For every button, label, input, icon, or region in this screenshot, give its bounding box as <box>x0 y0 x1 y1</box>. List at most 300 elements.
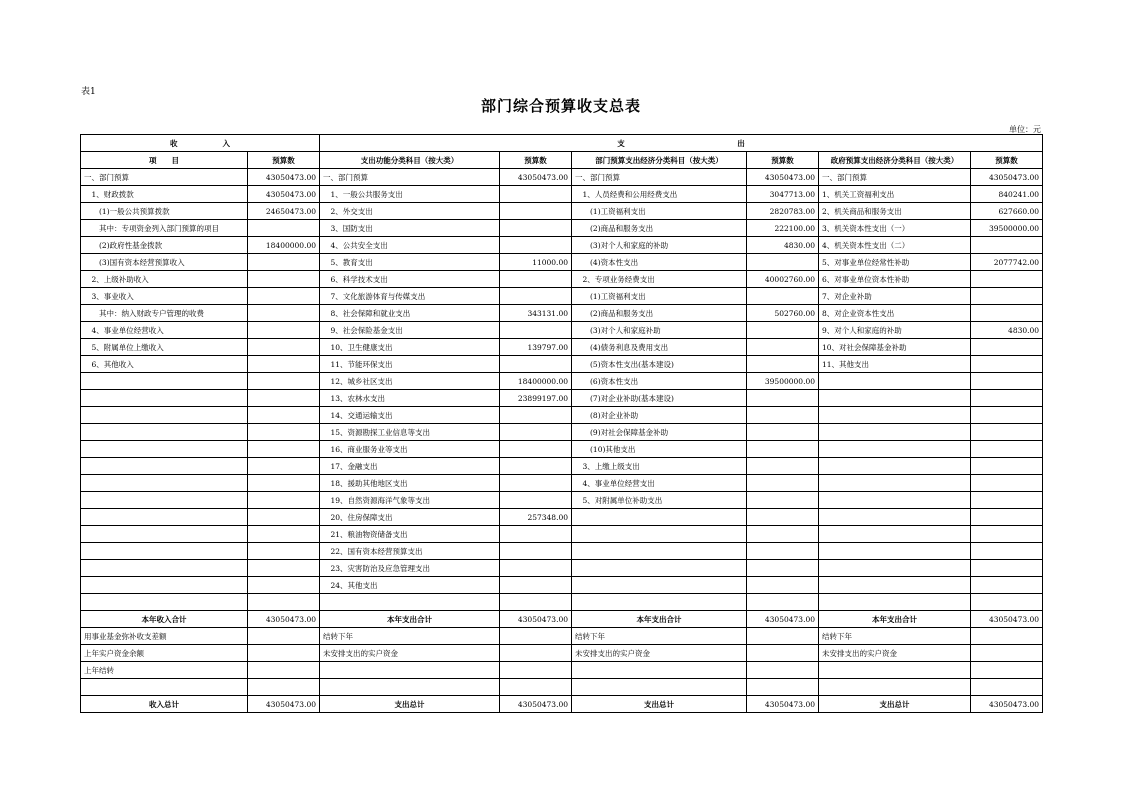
amount-cell: 23899197.00 <box>500 390 572 407</box>
amount-cell: 43050473.00 <box>248 696 320 713</box>
item-cell: 2、外交支出 <box>320 203 500 220</box>
amount-cell <box>971 271 1043 288</box>
expense-section-header: 支 出 <box>320 135 1043 152</box>
item-cell <box>572 577 747 594</box>
item-cell: 5、教育支出 <box>320 254 500 271</box>
item-cell: 4、机关资本性支出（二） <box>819 237 971 254</box>
item-cell: (10)其他支出 <box>572 441 747 458</box>
amount-cell <box>971 475 1043 492</box>
table-row <box>81 594 1043 611</box>
amount-cell <box>248 407 320 424</box>
item-cell <box>81 441 248 458</box>
amount-cell <box>747 594 819 611</box>
item-cell <box>81 458 248 475</box>
amount-cell <box>500 322 572 339</box>
amount-cell <box>500 475 572 492</box>
item-cell: 2、上级补助收入 <box>81 271 248 288</box>
amount-cell <box>248 628 320 645</box>
amount-cell <box>500 407 572 424</box>
table-row <box>81 679 1043 696</box>
item-cell: (3)对个人和家庭补助 <box>572 322 747 339</box>
col-header-amount: 预算数 <box>500 152 572 169</box>
amount-cell: 39500000.00 <box>747 373 819 390</box>
amount-cell <box>747 339 819 356</box>
amount-cell <box>747 288 819 305</box>
item-cell: 13、农林水支出 <box>320 390 500 407</box>
table-row <box>81 458 1043 475</box>
amount-cell <box>747 492 819 509</box>
amount-cell <box>971 492 1043 509</box>
amount-cell: 139797.00 <box>500 339 572 356</box>
amount-cell <box>500 203 572 220</box>
table-row <box>81 509 1043 526</box>
col-header-amount: 预算数 <box>971 152 1043 169</box>
item-cell: 8、对企业资本性支出 <box>819 305 971 322</box>
item-cell <box>819 526 971 543</box>
amount-cell <box>248 339 320 356</box>
item-cell: 2、专项业务经费支出 <box>572 271 747 288</box>
table-row <box>81 441 1043 458</box>
item-cell <box>320 594 500 611</box>
total-row <box>81 696 1043 713</box>
amount-cell: 18400000.00 <box>248 237 320 254</box>
amount-cell <box>747 509 819 526</box>
amount-cell <box>971 560 1043 577</box>
amount-cell <box>971 356 1043 373</box>
item-cell: (4)债务利息及费用支出 <box>572 339 747 356</box>
item-cell: 22、国有资本经营预算支出 <box>320 543 500 560</box>
amount-cell <box>248 645 320 662</box>
amount-cell <box>248 509 320 526</box>
amount-cell <box>500 237 572 254</box>
amount-cell <box>500 441 572 458</box>
item-cell <box>819 441 971 458</box>
item-cell: (4)资本性支出 <box>572 254 747 271</box>
amount-cell <box>248 220 320 237</box>
table-row <box>81 356 1043 373</box>
item-cell: 未安排支出的实户资金 <box>320 645 500 662</box>
item-cell: 17、金融支出 <box>320 458 500 475</box>
amount-cell <box>500 492 572 509</box>
amount-cell <box>747 390 819 407</box>
item-cell: 1、财政拨款 <box>81 186 248 203</box>
amount-cell: 4830.00 <box>971 322 1043 339</box>
amount-cell <box>971 645 1043 662</box>
item-cell: 24、其他支出 <box>320 577 500 594</box>
amount-cell <box>747 356 819 373</box>
item-cell: 20、住房保障支出 <box>320 509 500 526</box>
amount-cell <box>248 594 320 611</box>
amount-cell <box>971 594 1043 611</box>
item-cell: 1、机关工资福利支出 <box>819 186 971 203</box>
amount-cell: 43050473.00 <box>971 169 1043 186</box>
item-cell <box>819 390 971 407</box>
table-row <box>81 373 1043 390</box>
item-cell <box>572 543 747 560</box>
amount-cell: 40002760.00 <box>747 271 819 288</box>
item-cell: 支出总计 <box>320 696 500 713</box>
table-row <box>81 662 1043 679</box>
amount-cell <box>500 662 572 679</box>
amount-cell: 43050473.00 <box>971 611 1043 628</box>
item-cell: 6、其他收入 <box>81 356 248 373</box>
item-cell: (3)国有资本经营预算收入 <box>81 254 248 271</box>
table-row <box>81 560 1043 577</box>
table-row <box>81 577 1043 594</box>
amount-cell <box>248 356 320 373</box>
table-row <box>81 271 1043 288</box>
amount-cell <box>248 458 320 475</box>
amount-cell <box>500 288 572 305</box>
item-cell: 结转下年 <box>819 628 971 645</box>
item-cell: (2)政府性基金拨款 <box>81 237 248 254</box>
amount-cell: 3047713.00 <box>747 186 819 203</box>
item-cell: 结转下年 <box>320 628 500 645</box>
item-cell <box>572 594 747 611</box>
item-cell: 结转下年 <box>572 628 747 645</box>
amount-cell <box>248 543 320 560</box>
item-cell: 其中：专项资金列入部门预算的项目 <box>81 220 248 237</box>
amount-cell <box>248 424 320 441</box>
amount-cell <box>747 543 819 560</box>
item-cell <box>81 543 248 560</box>
amount-cell <box>971 424 1043 441</box>
amount-cell <box>248 492 320 509</box>
item-cell: (2)商品和服务支出 <box>572 220 747 237</box>
amount-cell: 502760.00 <box>747 305 819 322</box>
amount-cell <box>747 645 819 662</box>
item-cell: 4、事业单位经营收入 <box>81 322 248 339</box>
item-cell <box>819 594 971 611</box>
col-header-dept-economic: 部门预算支出经济分类科目（按大类） <box>572 152 747 169</box>
item-cell: 9、社会保险基金支出 <box>320 322 500 339</box>
amount-cell <box>500 271 572 288</box>
amount-cell <box>971 526 1043 543</box>
page-title: 部门综合预算收支总表 <box>480 97 641 115</box>
amount-cell: 627660.00 <box>971 203 1043 220</box>
item-cell: (7)对企业补助(基本建设) <box>572 390 747 407</box>
unit-label: 单位：元 <box>1009 125 1041 134</box>
item-cell: 3、上缴上级支出 <box>572 458 747 475</box>
col-header-functional: 支出功能分类科目（按大类） <box>320 152 500 169</box>
item-cell: 10、卫生健康支出 <box>320 339 500 356</box>
item-cell: 一、部门预算 <box>320 169 500 186</box>
item-cell: 本年支出合计 <box>320 611 500 628</box>
amount-cell: 43050473.00 <box>248 611 320 628</box>
amount-cell <box>248 373 320 390</box>
item-cell: 4、公共安全支出 <box>320 237 500 254</box>
item-cell: 6、对事业单位资本性补助 <box>819 271 971 288</box>
item-cell: 10、对社会保障基金补助 <box>819 339 971 356</box>
amount-cell: 2077742.00 <box>971 254 1043 271</box>
amount-cell <box>500 526 572 543</box>
amount-cell <box>500 560 572 577</box>
item-cell: (9)对社会保障基金补助 <box>572 424 747 441</box>
table-row <box>81 254 1043 271</box>
item-cell <box>819 662 971 679</box>
amount-cell: 43050473.00 <box>500 611 572 628</box>
amount-cell <box>747 577 819 594</box>
amount-cell <box>971 407 1043 424</box>
item-cell: 1、一般公共服务支出 <box>320 186 500 203</box>
amount-cell <box>971 441 1043 458</box>
table-row <box>81 322 1043 339</box>
item-cell <box>81 509 248 526</box>
amount-cell <box>971 305 1043 322</box>
amount-cell <box>747 628 819 645</box>
amount-cell: 18400000.00 <box>500 373 572 390</box>
table-row <box>81 475 1043 492</box>
income-section-header: 收 入 <box>81 135 320 152</box>
amount-cell: 222100.00 <box>747 220 819 237</box>
amount-cell <box>248 662 320 679</box>
item-cell: 12、城乡社区支出 <box>320 373 500 390</box>
item-cell: 5、对附属单位补助支出 <box>572 492 747 509</box>
amount-cell: 43050473.00 <box>500 696 572 713</box>
col-header-amount: 预算数 <box>248 152 320 169</box>
amount-cell <box>747 526 819 543</box>
page-label: 表1 <box>81 87 96 97</box>
amount-cell: 257348.00 <box>500 509 572 526</box>
item-cell: 4、事业单位经营支出 <box>572 475 747 492</box>
amount-cell: 343131.00 <box>500 305 572 322</box>
item-cell <box>320 662 500 679</box>
amount-cell <box>500 543 572 560</box>
amount-cell <box>971 373 1043 390</box>
item-cell <box>572 662 747 679</box>
item-cell: 5、附属单位上缴收入 <box>81 339 248 356</box>
amount-cell <box>971 543 1043 560</box>
amount-cell: 43050473.00 <box>971 696 1043 713</box>
amount-cell <box>971 662 1043 679</box>
section-header-row <box>81 135 1043 152</box>
item-cell <box>81 407 248 424</box>
item-cell <box>320 679 500 696</box>
item-cell <box>819 543 971 560</box>
item-cell: 8、社会保障和就业支出 <box>320 305 500 322</box>
col-header-amount: 预算数 <box>747 152 819 169</box>
item-cell <box>81 475 248 492</box>
amount-cell: 840241.00 <box>971 186 1043 203</box>
amount-cell <box>747 254 819 271</box>
column-header-row <box>81 152 1043 169</box>
item-cell <box>81 577 248 594</box>
item-cell <box>819 492 971 509</box>
item-cell: (8)对企业补助 <box>572 407 747 424</box>
item-cell: 9、对个人和家庭的补助 <box>819 322 971 339</box>
table-row <box>81 186 1043 203</box>
item-cell: 11、节能环保支出 <box>320 356 500 373</box>
item-cell <box>819 407 971 424</box>
amount-cell <box>500 679 572 696</box>
amount-cell <box>747 441 819 458</box>
amount-cell <box>747 679 819 696</box>
item-cell <box>572 560 747 577</box>
amount-cell <box>248 322 320 339</box>
item-cell <box>819 577 971 594</box>
table-row <box>81 543 1043 560</box>
amount-cell <box>971 339 1043 356</box>
col-header-item: 项 目 <box>81 152 248 169</box>
table-row <box>81 645 1043 662</box>
amount-cell: 4830.00 <box>747 237 819 254</box>
amount-cell <box>971 679 1043 696</box>
amount-cell <box>747 424 819 441</box>
table-row <box>81 288 1043 305</box>
amount-cell <box>971 577 1043 594</box>
amount-cell <box>248 288 320 305</box>
amount-cell <box>248 305 320 322</box>
item-cell: 21、粮油物资储备支出 <box>320 526 500 543</box>
amount-cell <box>248 475 320 492</box>
amount-cell <box>500 594 572 611</box>
item-cell: (1)工资福利支出 <box>572 288 747 305</box>
item-cell: 支出总计 <box>819 696 971 713</box>
amount-cell: 39500000.00 <box>971 220 1043 237</box>
item-cell: (5)资本性支出(基本建设) <box>572 356 747 373</box>
item-cell <box>819 679 971 696</box>
amount-cell <box>500 577 572 594</box>
table-row <box>81 339 1043 356</box>
item-cell: 1、人员经费和公用经费支出 <box>572 186 747 203</box>
subtotal-row <box>81 611 1043 628</box>
item-cell <box>819 458 971 475</box>
table-row <box>81 407 1043 424</box>
amount-cell <box>500 645 572 662</box>
item-cell <box>819 560 971 577</box>
item-cell: 用事业基金弥补收支差额 <box>81 628 248 645</box>
amount-cell <box>971 237 1043 254</box>
item-cell: 收入总计 <box>81 696 248 713</box>
table-row <box>81 305 1043 322</box>
amount-cell <box>971 458 1043 475</box>
amount-cell <box>248 679 320 696</box>
amount-cell <box>747 458 819 475</box>
item-cell: 23、灾害防治及应急管理支出 <box>320 560 500 577</box>
item-cell <box>572 679 747 696</box>
item-cell <box>819 509 971 526</box>
item-cell: 18、援助其他地区支出 <box>320 475 500 492</box>
item-cell: 上年实户资金余额 <box>81 645 248 662</box>
item-cell: 14、交通运输支出 <box>320 407 500 424</box>
amount-cell: 43050473.00 <box>747 611 819 628</box>
item-cell: 19、自然资源海洋气象等支出 <box>320 492 500 509</box>
amount-cell: 43050473.00 <box>747 696 819 713</box>
amount-cell <box>747 322 819 339</box>
col-header-gov-economic: 政府预算支出经济分类科目（按大类） <box>819 152 971 169</box>
amount-cell: 2820783.00 <box>747 203 819 220</box>
table-row <box>81 628 1043 645</box>
item-cell: 3、国防支出 <box>320 220 500 237</box>
amount-cell: 24650473.00 <box>248 203 320 220</box>
item-cell: (3)对个人和家庭的补助 <box>572 237 747 254</box>
item-cell: 本年支出合计 <box>819 611 971 628</box>
table-row <box>81 424 1043 441</box>
item-cell: 15、资源勘探工业信息等支出 <box>320 424 500 441</box>
item-cell <box>81 373 248 390</box>
item-cell <box>81 492 248 509</box>
amount-cell: 43050473.00 <box>248 186 320 203</box>
amount-cell <box>248 526 320 543</box>
amount-cell <box>971 390 1043 407</box>
item-cell: 一、部门预算 <box>819 169 971 186</box>
item-cell: 本年支出合计 <box>572 611 747 628</box>
item-cell: 一、部门预算 <box>572 169 747 186</box>
amount-cell <box>971 509 1043 526</box>
amount-cell <box>248 577 320 594</box>
amount-cell: 43050473.00 <box>500 169 572 186</box>
table-row <box>81 203 1043 220</box>
item-cell <box>81 424 248 441</box>
item-cell <box>81 594 248 611</box>
table-row <box>81 390 1043 407</box>
item-cell: (2)商品和服务支出 <box>572 305 747 322</box>
amount-cell <box>971 628 1043 645</box>
item-cell: (1)一般公共预算拨款 <box>81 203 248 220</box>
item-cell <box>81 526 248 543</box>
item-cell <box>572 526 747 543</box>
amount-cell: 11000.00 <box>500 254 572 271</box>
item-cell: 16、商业服务业等支出 <box>320 441 500 458</box>
item-cell: 11、其他支出 <box>819 356 971 373</box>
amount-cell <box>248 441 320 458</box>
amount-cell <box>971 288 1043 305</box>
table-row <box>81 220 1043 237</box>
table-row <box>81 237 1043 254</box>
item-cell <box>572 509 747 526</box>
amount-cell <box>248 271 320 288</box>
amount-cell <box>500 424 572 441</box>
item-cell: 3、机关资本性支出（一） <box>819 220 971 237</box>
amount-cell <box>500 186 572 203</box>
table-row <box>81 169 1043 186</box>
item-cell: 3、事业收入 <box>81 288 248 305</box>
table-row <box>81 526 1043 543</box>
budget-table <box>80 134 1043 713</box>
table-row <box>81 492 1043 509</box>
amount-cell <box>500 628 572 645</box>
item-cell: 7、对企业补助 <box>819 288 971 305</box>
item-cell: 2、机关商品和服务支出 <box>819 203 971 220</box>
item-cell: 一、部门预算 <box>81 169 248 186</box>
amount-cell <box>248 254 320 271</box>
amount-cell <box>248 560 320 577</box>
amount-cell <box>500 220 572 237</box>
amount-cell <box>500 458 572 475</box>
item-cell: 本年收入合计 <box>81 611 248 628</box>
item-cell <box>81 679 248 696</box>
item-cell: 5、对事业单位经常性补助 <box>819 254 971 271</box>
amount-cell <box>248 390 320 407</box>
amount-cell <box>500 356 572 373</box>
item-cell <box>81 560 248 577</box>
item-cell: 支出总计 <box>572 696 747 713</box>
amount-cell <box>747 560 819 577</box>
item-cell <box>819 424 971 441</box>
amount-cell <box>747 407 819 424</box>
amount-cell <box>747 662 819 679</box>
amount-cell: 43050473.00 <box>747 169 819 186</box>
amount-cell <box>747 475 819 492</box>
item-cell <box>819 475 971 492</box>
item-cell <box>819 373 971 390</box>
item-cell: 上年结转 <box>81 662 248 679</box>
item-cell: (1)工资福利支出 <box>572 203 747 220</box>
amount-cell: 43050473.00 <box>248 169 320 186</box>
item-cell: 7、文化旅游体育与传媒支出 <box>320 288 500 305</box>
item-cell: (6)资本性支出 <box>572 373 747 390</box>
item-cell <box>81 390 248 407</box>
